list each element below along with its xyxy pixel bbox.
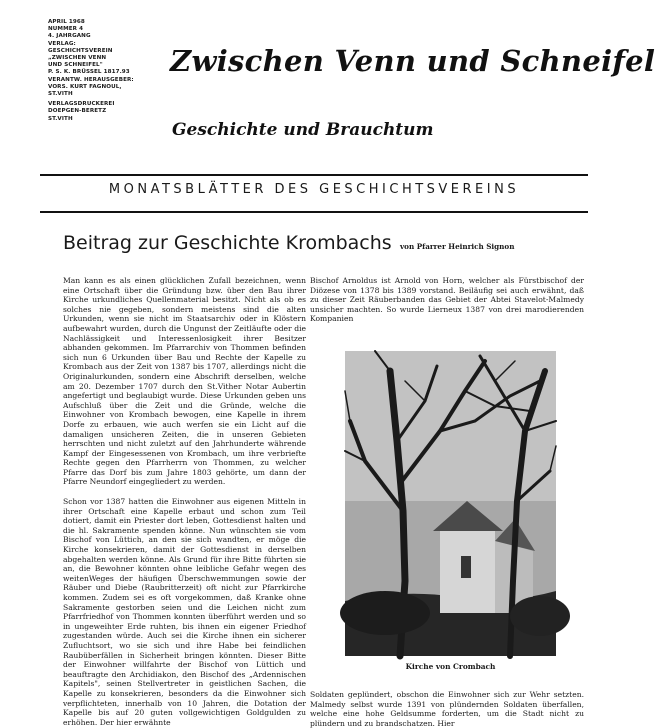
article-title: Beitrag zur Geschichte Krombachs <box>63 232 392 254</box>
church-photo-drawing <box>345 351 556 656</box>
bottom-rule <box>40 211 588 213</box>
publisher-block <box>48 101 160 123</box>
publisher-line: DOEPGEN-BERETZ <box>48 108 107 115</box>
info-line: VERLAG: <box>48 40 76 47</box>
journal-subtitle: Geschichte und Brauchtum <box>172 120 434 140</box>
series-line: MONATSBLÄTTER DES GESCHICHTSVEREINS <box>108 182 520 197</box>
paragraph: Soldaten geplündert, obschon die Einwohner sich zur Wehr setzten. Malmedy selbst wurde 1391 von plündernden Soldaten überfallen, welche eine hohe Geldsumme forderten, um die Stadt nicht zu plündern und zu brandschatzen. Hier <box>310 690 584 728</box>
photo-caption: Kirche von Crombach <box>405 662 496 671</box>
church-photo <box>345 351 556 656</box>
info-line: APRIL 1968 <box>48 19 85 25</box>
paragraph: Schon vor 1387 hatten die Einwohner aus eigenen Mitteln in ihrer Ortschaft eine Kapelle erbaut und schon zum Teil dotiert, damit ein Priester dort leben, Gottesdienst halten und die hl. Sakramente spenden könne. Nun wünschten sie vom Bischof von Lüttich, an den sie sich wandten, er möge die Kirche konsekrieren, damit der Gottesdienst in derselben abgehalten werden könne. Als Grund für ihre Bitte führten sie an, die Bewohner könnten ohne leibliche Gefahr wegen des weitenWeges der häufigen Überschwemmungen sowie der Räuber und Diebe (Raubritterzeit) oft nicht zur Pfarrkirche kommen. Zudem sei es oft vorgekommen, daß Kranke ohne Sakramente gestorben seien und die Leichen nicht zum Pfarrfriedhof von Thommen konnten überführt werden und so in ungeweihter Erde ruhten, bis ihnen ein eigener Friedhof zugestanden würde. Auch sei die Kirche ihnen ein sicherer Zufluchtsort, wo sie sich und ihre Habe bei feindlichen Raubüberfällen in Sicherheit bringen könnten. Dieser Bitte der Einwohner willfahrte der Bischof von Lüttich und beauftragte den Archidiakon, den Bischof des „Ardennischen Kapitels", seinen Stellvertreter in geistlichen Sachen, die Kapelle zu konsekrieren, besonders da die Einwohner sich verpflichteten, innerhalb von 10 Jahren, die Dotation der Kapelle bis auf 20 guten vollgewichtigen Goldgulden zu erhöhen. Der hier erwähnte <box>63 497 306 727</box>
info-line: VORS. KURT FAGNOUL, <box>48 83 122 90</box>
info-line: GESCHICHTSVEREIN <box>48 47 113 54</box>
left-column <box>63 276 306 726</box>
masthead-info <box>48 19 160 123</box>
info-line: 4. JAHRGANG <box>48 33 91 40</box>
paragraph: Man kann es als einen glücklichen Zufall bezeichnen, wenn eine Ortschaft über die Gründung bzw. über den Bau ihrer Kirche urkundliches Quellenmaterial besitzt. Nicht als ob es solches nie gegeben, sondern meistens sind die alten Urkunden, wenn sie nicht im Staatsarchiv oder in Klöstern aufbewahrt wurden, durch die Ungunst der Zeitläufte oder die Nachlässigkeit und Interessenlosigkeit ihrer Besitzer abhanden gekommen. Im Pfarrarchiv von Thommen befinden sich nun 6 Urkunden über Bau und Rechte der Kapelle zu Krombach aus der Zeit von 1387 bis 1707, allerdings nicht die Originalurkunden, sondern eine Abschrift derselben, welche am 20. Dezember 1707 durch den St.Vither Notar Aubertin angefertigt und beglaubigt wurde. Diese Urkunden geben uns Aufschluß über die Zeit und die Gründe, welche die Einwohner von Krombach bewogen, eine Kapelle in ihrem Dorfe zu erbauen, wie auch werfen sie ein Licht auf die damaligen unsicheren Zeiten, die in unseren Gebieten herrschten und nicht zuletzt auf den Jahrhunderte währende Kampf der Eingesessenen von Krombach, um ihre verbriefte Rechte gegen den Pfarrherrn von Thommen, zu welcher Pfarre das Dorf bis zum Jahre 1803 gehörte, um dann der Pfarre Neundorf eingegliedert zu werden. <box>63 276 306 487</box>
top-rule <box>40 174 588 176</box>
info-line: NUMMER 4 <box>48 26 84 33</box>
right-column-bottom <box>310 690 584 726</box>
journal-title: Zwischen Venn und Schneifel <box>170 44 655 78</box>
info-line: VERANTW. HERAUSGEBER: <box>48 76 134 83</box>
info-line: ST.VITH <box>48 91 73 98</box>
article-byline: von Pfarrer Heinrich Signon <box>400 242 515 251</box>
info-line: UND SCHNEIFEL" <box>48 62 103 69</box>
info-line: P. S. K. BRÜSSEL 1817.93 <box>48 69 130 76</box>
right-column-top <box>310 276 584 324</box>
info-line: „ZWISCHEN VENN <box>48 55 107 62</box>
publisher-line: ST.VITH <box>48 115 73 122</box>
publisher-line: VERLAGSDRUCKEREI <box>48 101 115 108</box>
paragraph: Bischof Arnoldus ist Arnold von Horn, welcher als Fürstbischof der Diözese von 1378 bis 1389 vorstand. Beiläufig sei auch erwähnt, daß zu dieser Zeit Räuberbanden das Gebiet der Abtei Stavelot-Malmedy unsicher machten. So wurde Lierneux 1387 von drei marodierenden Kompanien <box>310 276 584 324</box>
